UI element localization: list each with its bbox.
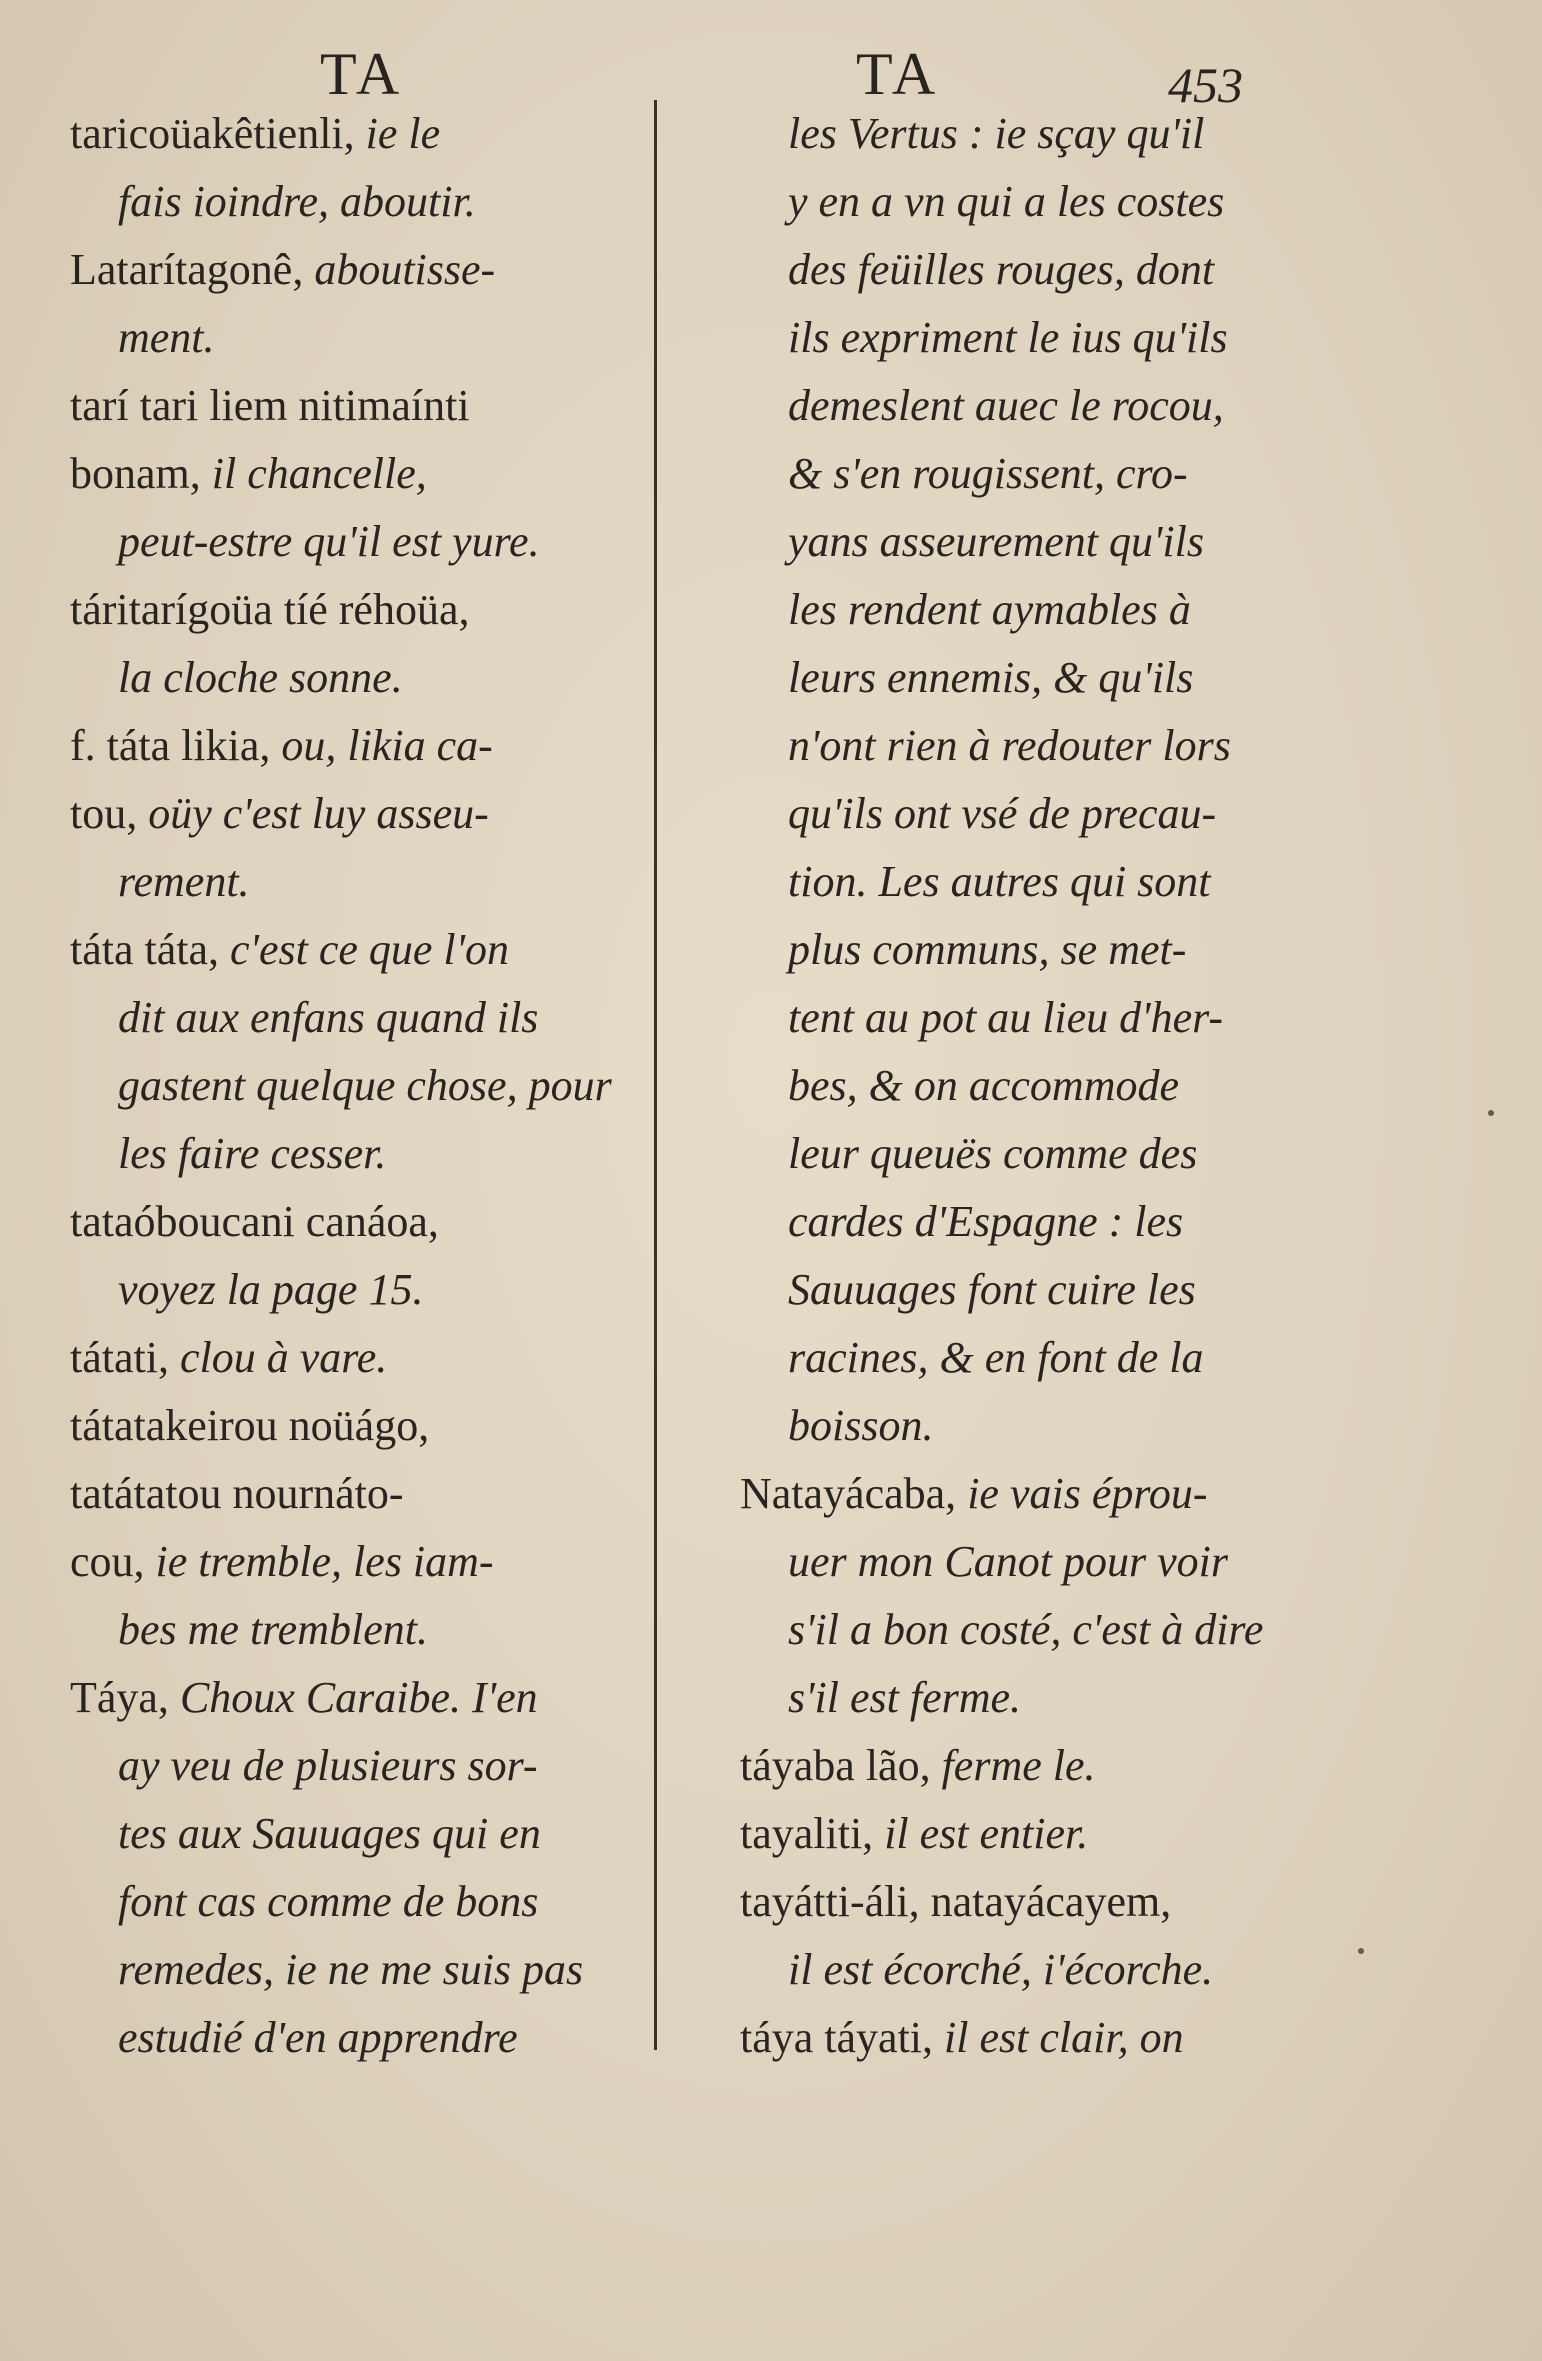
definition-text: uer mon Canot pour voir bbox=[788, 1537, 1228, 1586]
text-line bbox=[740, 236, 1280, 304]
text-line bbox=[70, 1460, 660, 1528]
text-line bbox=[70, 508, 660, 576]
text-line bbox=[740, 1936, 1280, 2004]
text-line bbox=[70, 1188, 660, 1256]
text-line bbox=[740, 1256, 1280, 1324]
headword: táritarígoüa tíé réhoüa, bbox=[70, 585, 470, 634]
text-line bbox=[740, 1120, 1280, 1188]
text-line bbox=[70, 304, 660, 372]
text-line bbox=[740, 2004, 1280, 2072]
definition-text: la cloche sonne. bbox=[118, 653, 403, 702]
definition-text: ie le bbox=[365, 109, 441, 158]
definition-text: dit aux enfans quand ils bbox=[118, 993, 539, 1042]
text-line bbox=[740, 848, 1280, 916]
column-rule bbox=[654, 100, 657, 2050]
definition-text: il est clair, on bbox=[944, 2013, 1184, 2062]
text-line bbox=[740, 1052, 1280, 1120]
definition-text: ay veu de plusieurs sor- bbox=[118, 1741, 538, 1790]
headword: tataóboucani canáoa, bbox=[70, 1197, 439, 1246]
text-line bbox=[740, 1460, 1280, 1528]
definition-text: boisson. bbox=[788, 1401, 934, 1450]
ink-speck bbox=[1488, 1110, 1494, 1116]
text-line bbox=[740, 100, 1280, 168]
text-line bbox=[70, 1664, 660, 1732]
definition-text: les rendent aymables à bbox=[788, 585, 1191, 634]
headword: tarí tari liem nitimaínti bbox=[70, 381, 470, 430]
text-line bbox=[740, 1392, 1280, 1460]
headword: Latarítagonê, bbox=[70, 245, 315, 294]
definition-text: ou, likia ca- bbox=[281, 721, 493, 770]
text-line bbox=[740, 1868, 1280, 1936]
text-line bbox=[740, 1732, 1280, 1800]
definition-text: y en a vn qui a les costes bbox=[788, 177, 1225, 226]
headword: tátati, bbox=[70, 1333, 180, 1382]
text-line bbox=[740, 984, 1280, 1052]
definition-text: rement. bbox=[118, 857, 250, 906]
headword: tou, bbox=[70, 789, 149, 838]
text-line bbox=[740, 1664, 1280, 1732]
page-number: 453 bbox=[1168, 57, 1243, 113]
text-line bbox=[70, 2004, 660, 2072]
text-line bbox=[70, 916, 660, 984]
definition-text: ment. bbox=[118, 313, 215, 362]
headword: f. táta likia, bbox=[70, 721, 282, 770]
definition-text: demeslent auec le rocou, bbox=[788, 381, 1224, 430]
definition-text: bes, & on accommode bbox=[788, 1061, 1180, 1110]
definition-text: ils expriment le ius qu'ils bbox=[788, 313, 1228, 362]
definition-text: des feüilles rouges, dont bbox=[788, 245, 1215, 294]
definition-text: leurs ennemis, & qu'ils bbox=[788, 653, 1194, 702]
headword: taricoüakêtienli, bbox=[70, 109, 366, 158]
running-head-right: TA bbox=[856, 41, 940, 107]
text-line bbox=[70, 1732, 660, 1800]
definition-text: Choux Caraibe. I'en bbox=[179, 1673, 538, 1722]
text-line bbox=[70, 1120, 660, 1188]
text-line bbox=[70, 168, 660, 236]
definition-text: plus communs, se met- bbox=[788, 925, 1187, 974]
definition-text: cardes d'Espagne : les bbox=[788, 1197, 1184, 1246]
running-head-left: TA bbox=[320, 41, 404, 107]
definition-text: Sauuages font cuire les bbox=[788, 1265, 1196, 1314]
definition-text: ferme le. bbox=[941, 1741, 1096, 1790]
headword: Táya, bbox=[70, 1673, 180, 1722]
text-line bbox=[740, 1528, 1280, 1596]
definition-text: leur queuës comme des bbox=[788, 1129, 1198, 1178]
definition-text: bes me tremblent. bbox=[118, 1605, 428, 1654]
text-line bbox=[70, 1936, 660, 2004]
definition-text: yans asseurement qu'ils bbox=[788, 517, 1204, 566]
text-line bbox=[70, 1800, 660, 1868]
text-line bbox=[740, 304, 1280, 372]
definition-text: tent au pot au lieu d'her- bbox=[788, 993, 1224, 1042]
left-column bbox=[70, 100, 660, 2072]
definition-text: ie tremble, les iam- bbox=[155, 1537, 494, 1586]
definition-text: oüy c'est luy asseu- bbox=[148, 789, 489, 838]
definition-text: fais ioindre, aboutir. bbox=[118, 177, 476, 226]
text-line bbox=[740, 1188, 1280, 1256]
text-line bbox=[740, 508, 1280, 576]
headword: bonam, bbox=[70, 449, 212, 498]
text-line bbox=[740, 1800, 1280, 1868]
text-line bbox=[70, 1392, 660, 1460]
definition-text: s'il est ferme. bbox=[788, 1673, 1022, 1722]
headword: tatátatou nournáto- bbox=[70, 1469, 404, 1518]
text-line bbox=[740, 1324, 1280, 1392]
definition-text: estudié d'en apprendre bbox=[118, 2013, 518, 2062]
text-line bbox=[70, 1052, 660, 1120]
definition-text: font cas comme de bons bbox=[118, 1877, 539, 1926]
headword: tayaliti, bbox=[740, 1809, 885, 1858]
text-line bbox=[70, 848, 660, 916]
headword: táta táta, bbox=[70, 925, 231, 974]
text-line bbox=[70, 780, 660, 848]
definition-text: tes aux Sauuages qui en bbox=[118, 1809, 541, 1858]
text-line bbox=[740, 168, 1280, 236]
headword: tátatakeirou noüágo, bbox=[70, 1401, 430, 1450]
definition-text: les faire cesser. bbox=[118, 1129, 387, 1178]
definition-text: aboutisse- bbox=[314, 245, 496, 294]
text-line bbox=[70, 712, 660, 780]
definition-text: voyez la page 15. bbox=[118, 1265, 424, 1314]
definition-text: peut-estre qu'il est yure. bbox=[118, 517, 540, 566]
headword: Natayácaba, bbox=[740, 1469, 968, 1518]
definition-text: il est entier. bbox=[884, 1809, 1089, 1858]
definition-text: n'ont rien à redouter lors bbox=[788, 721, 1231, 770]
text-line bbox=[70, 440, 660, 508]
headword: táya táyati, bbox=[740, 2013, 945, 2062]
definition-text: il chancelle, bbox=[211, 449, 427, 498]
text-line bbox=[70, 1528, 660, 1596]
definition-text: ie vais éprou- bbox=[967, 1469, 1208, 1518]
text-line bbox=[740, 1596, 1280, 1664]
text-line bbox=[70, 576, 660, 644]
text-line bbox=[740, 712, 1280, 780]
headword: tayátti-áli, natayácayem, bbox=[740, 1877, 1172, 1926]
text-line bbox=[740, 644, 1280, 712]
definition-text: qu'ils ont vsé de precau- bbox=[788, 789, 1217, 838]
definition-text: clou à vare. bbox=[179, 1333, 388, 1382]
headword: táyaba lão, bbox=[740, 1741, 942, 1790]
text-line bbox=[740, 780, 1280, 848]
definition-text: s'il a bon costé, c'est à dire bbox=[788, 1605, 1264, 1654]
definition-text: racines, & en font de la bbox=[788, 1333, 1204, 1382]
text-line bbox=[70, 1596, 660, 1664]
ink-speck bbox=[1358, 1948, 1364, 1954]
text-line bbox=[70, 1256, 660, 1324]
text-line bbox=[740, 916, 1280, 984]
text-line bbox=[70, 236, 660, 304]
text-line bbox=[70, 372, 660, 440]
definition-text: c'est ce que l'on bbox=[230, 925, 510, 974]
right-column bbox=[740, 100, 1280, 2072]
text-line bbox=[70, 984, 660, 1052]
text-line bbox=[70, 100, 660, 168]
definition-text: il est écorché, i'écorche. bbox=[788, 1945, 1214, 1994]
text-line bbox=[70, 644, 660, 712]
definition-text: remedes, ie ne me suis pas bbox=[118, 1945, 584, 1994]
text-line bbox=[740, 440, 1280, 508]
text-line bbox=[70, 1324, 660, 1392]
definition-text: & s'en rougissent, cro- bbox=[788, 449, 1188, 498]
definition-text: gastent quelque chose, pour bbox=[118, 1061, 612, 1110]
text-line bbox=[70, 1868, 660, 1936]
definition-text: tion. Les autres qui sont bbox=[788, 857, 1211, 906]
text-line bbox=[740, 372, 1280, 440]
definition-text: les Vertus : ie sçay qu'il bbox=[788, 109, 1205, 158]
text-line bbox=[740, 576, 1280, 644]
headword: cou, bbox=[70, 1537, 156, 1586]
